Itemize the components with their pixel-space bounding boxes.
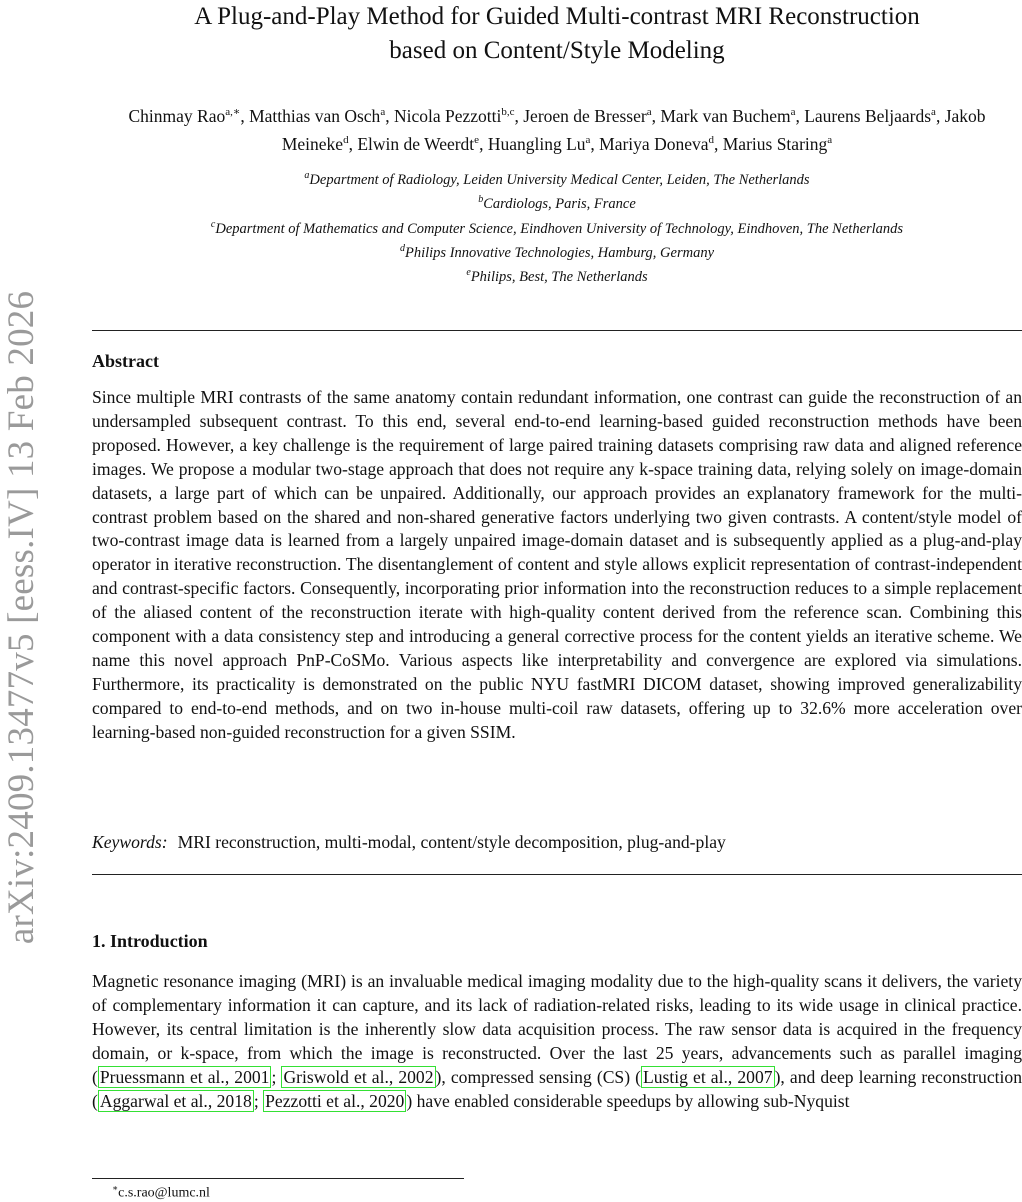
paper-title bbox=[92, 0, 1022, 68]
keywords-line bbox=[92, 830, 1022, 854]
citation-link[interactable]: Lustig et al., 2007 bbox=[643, 1066, 773, 1087]
author-name: Nicola Pezzotti bbox=[393, 105, 502, 126]
intro-text-segment: ), and deep learning reconstruction ( bbox=[92, 1066, 1022, 1111]
intro-text-segment: ) have enabled considerable speedups by allowing sub-Nyquist bbox=[406, 1090, 850, 1111]
author-name: Mark van Buchem bbox=[660, 105, 791, 126]
author-name: Matthias van Osch bbox=[249, 105, 381, 126]
affiliation-mark: b bbox=[478, 194, 484, 206]
keywords-text: MRI reconstruction, multi-modal, content/style decomposition, plug-and-play bbox=[177, 832, 726, 852]
intro-text-segment: ), compressed sensing (CS) ( bbox=[435, 1066, 641, 1087]
author-name: Huangling Lu bbox=[487, 133, 586, 154]
affiliation-text: Department of Radiology, Leiden University Medical Center, Leiden, The Netherlands bbox=[309, 171, 810, 188]
citation-link[interactable]: Pezzotti et al., 2020 bbox=[265, 1090, 405, 1111]
top-rule bbox=[92, 330, 1022, 331]
abstract-text: Since multiple MRI contrasts of the same anatomy contain redundant information, one contrast can guide the reconstruction of an undersampled subsequent contrast. To this end, several end-to-end learning-based guided reconstruction methods have been proposed. However, a key challenge is the requirement of large paired training datasets comprising raw data and aligned reference images. We propose a modular two-stage approach that does not require any k-space training data, relying solely on image-domain datasets, a large part of which can be unpaired. Additionally, our approach provides an explanatory framework for the multi-contrast problem based on the shared and non-shared generative factors underlying two given contrasts. A content/style model of two-contrast image data is learned from a largely unpaired image-domain dataset and is subsequently applied as a plug-and-play operator in iterative reconstruction. The disentanglement of content and style allows explicit representation of contrast-independent and contrast-specific factors. Consequently, incorporating prior information into the reconstruction reduces to a simple replacement of the aliased content of the reconstruction iterate with high-quality content derived from the reference scan. Combining this component with a data consistency step and introducing a general corrective process for the content yields an iterative scheme. We name this novel approach PnP-CoSMo. Various aspects like interpretability and convergence are explored via simulations. Furthermore, its practicality is demonstrated on the public NYU fastMRI DICOM dataset, showing improved generalizability compared to end-to-end methods, and on two in-house multi-coil raw datasets, offering up to 32.6% more acceleration over learning-based non-guided reconstruction for a given SSIM. bbox=[92, 387, 1022, 742]
affiliation-line bbox=[92, 263, 1022, 287]
citation-link[interactable]: Pruessmann et al., 2001 bbox=[99, 1066, 270, 1087]
affiliation-mark: a bbox=[304, 170, 310, 181]
author-affiliation-mark: b,c bbox=[501, 106, 515, 118]
introduction-text bbox=[92, 970, 1022, 1113]
author-affiliation-mark: a bbox=[646, 106, 652, 118]
footnote bbox=[112, 1183, 210, 1202]
author-affiliation-mark: a bbox=[585, 133, 591, 146]
intro-text-segment: ; bbox=[271, 1066, 282, 1087]
author-affiliation-mark: d bbox=[708, 133, 714, 146]
arxiv-side-identifier bbox=[0, 258, 44, 976]
author-name: Laurens Beljaards bbox=[804, 105, 932, 126]
author-affiliation-mark: e bbox=[474, 133, 480, 146]
intro-text-segment: Magnetic resonance imaging (MRI) is an invaluable medical imaging modality due to the high-quality scans it delivers, the variety of complementary information it can capture, and its lack of radiation-related risks, leading to its wide usage in clinical practice. However, its central limitation is the inherently slow data acquisition process. The raw sensor data is acquired in the frequency domain, or k-space, from which the image is reconstructed. Over the last 25 years, advancements such as parallel imaging ( bbox=[92, 971, 1022, 1087]
affiliation-line bbox=[92, 166, 1022, 190]
introduction-heading: 1. Introduction bbox=[92, 931, 208, 951]
affiliation-text: Philips, Best, The Netherlands bbox=[470, 269, 648, 286]
footnote-email: c.s.rao@lumc.nl bbox=[118, 1185, 210, 1201]
affiliation-mark: d bbox=[399, 242, 405, 254]
footnote-rule bbox=[92, 1178, 464, 1179]
affiliation-line bbox=[92, 215, 1022, 239]
author-name: Chinmay Rao bbox=[128, 105, 226, 126]
title-line-1: A Plug-and-Play Method for Guided Multi-contrast MRI Reconstruction bbox=[194, 3, 920, 30]
author-name: Elwin de Weerdt bbox=[357, 133, 475, 154]
arxiv-id-text: arXiv:2409.13477v5 [eess.IV] 13 Feb 2026 bbox=[1, 290, 43, 944]
affiliation-text: Philips Innovative Technologies, Hamburg, Germany bbox=[404, 244, 715, 261]
abstract-heading: Abstract bbox=[92, 351, 159, 371]
footnote-mark: ∗ bbox=[112, 1183, 119, 1193]
author-affiliation-mark: d bbox=[343, 133, 349, 146]
affiliation-line bbox=[92, 190, 1022, 214]
author-name: Mariya Doneva bbox=[599, 133, 709, 154]
citation-link[interactable]: Griswold et al., 2002 bbox=[283, 1066, 434, 1087]
affiliation-mark: e bbox=[466, 267, 471, 279]
author-affiliation-mark: a bbox=[790, 106, 796, 118]
title-line-2: based on Content/Style Modeling bbox=[389, 37, 725, 64]
author-name: Jakob Meineke bbox=[281, 105, 986, 154]
keywords-label: Keywords: bbox=[92, 832, 168, 852]
bottom-rule bbox=[92, 874, 1022, 875]
author-list: Chinmay Rao$^{a,∗}$, Matthias van Osch$^a$, Nicola Pezzotti$^{b,c}$, Jeroen de Bresser$^a$, Mark van Buchem$^a$, Laurens Beljaards$^a$, Jakob Meineke$^d$, Elwin de Weerdt$^e$, Huangling Lu$^a$, Mariya Doneva$^d$, Marius Staring$^a$ bbox=[128, 105, 986, 154]
citation-link[interactable]: Aggarwal et al., 2018 bbox=[99, 1090, 252, 1111]
author-affiliation-mark: a bbox=[380, 106, 386, 118]
affiliation-text: Cardiologs, Paris, France bbox=[483, 196, 636, 213]
author-affiliation-mark: a bbox=[931, 106, 936, 118]
affiliation-text: Department of Mathematics and Computer Science, Eindhoven University of Technology, Eindhoven, The Netherlands bbox=[215, 220, 904, 237]
author-affiliation-mark: a,∗ bbox=[225, 106, 241, 118]
author-affiliation-mark: a bbox=[827, 133, 833, 146]
affiliation-list bbox=[92, 166, 1022, 288]
author-name: Marius Staring bbox=[722, 133, 828, 154]
author-name: Jeroen de Bresser bbox=[523, 105, 647, 126]
affiliation-line bbox=[92, 239, 1022, 263]
intro-text-segment: ; bbox=[253, 1090, 264, 1111]
affiliation-mark: c bbox=[210, 218, 216, 230]
